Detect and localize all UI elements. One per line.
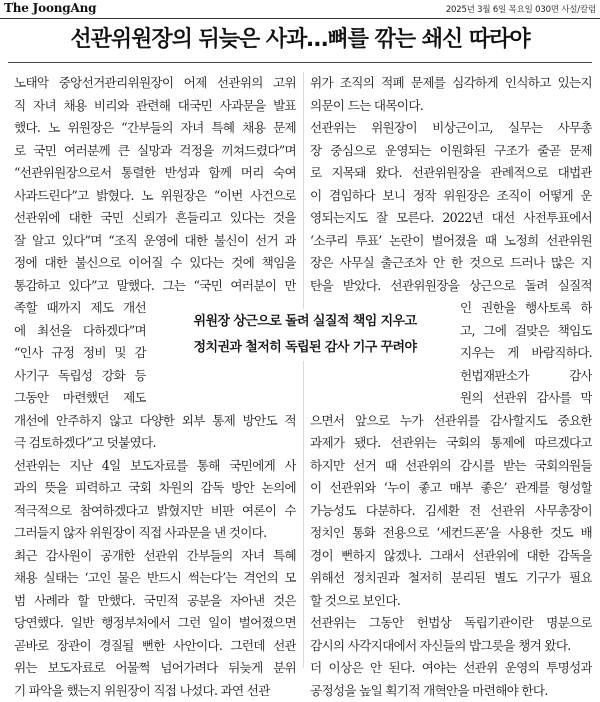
text-line: 로 지목돼 왔다. 선관위원장을 관례적으로 대법관: [310, 162, 592, 185]
text-line: 지우는 게 바람직하다.: [460, 342, 592, 365]
editorial-headline: 선관위원장의 뒤늦은 사과…뼈를 깎는 쇄신 따라야: [0, 22, 600, 58]
text-line: 이 선관위와 ‘누이 좋고 매부 좋은’ 관계를 형성할: [310, 477, 592, 500]
text-line: 경이 뻔하지 않겠나. 그래서 선관위에 대한 감독을: [310, 545, 592, 568]
text-line: 정에 대한 불신으로 이어질 수 있다는 것에 책임을: [14, 252, 296, 275]
text-line: 로 국민 여러분께 큰 실망과 걱정을 끼쳐드렸다”며: [14, 140, 296, 163]
text-line: 위해선 정치권과 철저히 분리된 별도 기구가 필요: [310, 567, 592, 590]
text-line: 당연했다. 일반 행정부처에서 그런 일이 벌어졌으면: [14, 612, 296, 635]
text-line: 채용 실태는 ‘고인 물은 반드시 썩는다’는 격언의 모: [14, 567, 296, 590]
text-line: 위는 보도자료로 어물쩍 넘어가려다 뒤늦게 분위: [14, 657, 296, 680]
pull-quote: [150, 309, 460, 361]
text-line: 선관위에 대한 국민 신뢰가 흔들리고 있다는 것을: [14, 207, 296, 230]
newspaper-logo: The JoongAng: [4, 1, 96, 15]
text-line: 감시의 사각지대에서 자신들의 밥그릇을 챙겨 왔다.: [310, 635, 592, 658]
text-line: 과제가 됐다. 선관위는 국회의 통제에 따르겠다고: [310, 432, 592, 455]
text-line: 곧바로 장관이 경질될 뻔한 사안이다. 그런데 선관: [14, 635, 296, 658]
pull-quote-line-1: 위원장 상근으로 돌려 실질적 책임 지우고: [150, 309, 460, 335]
text-line: 헌법재판소가 감사: [460, 365, 592, 388]
text-line: 공정성을 높일 획기적 개혁안을 마련해야 한다.: [310, 680, 592, 702]
text-line: 극 검토하겠다”고 덧붙였다.: [14, 432, 296, 455]
text-line: “선관위원장으로서 통렬한 반성과 함께 머리 숙여: [14, 162, 296, 185]
dateline: 2025년 3월 6일 목요일 030면 사설/칼럼: [446, 3, 596, 15]
headline-divider: [8, 62, 592, 63]
pull-quote-line-2: 정치권과 철저히 독립된 감사 기구 꾸려야: [150, 335, 460, 361]
text-line: 선관위는 위원장이 비상근이고, 실무는 사무총: [310, 117, 592, 140]
text-line: 적극적으로 참여하겠다고 밝혔지만 비판 여론이 수: [14, 500, 296, 523]
left-column: [14, 72, 296, 702]
text-line: 개선에 안주하지 않고 다양한 외부 통제 방안도 적: [14, 410, 296, 433]
text-line: 그동안 마련했던 제도: [14, 387, 146, 410]
text-line: 이 겸임하다 보니 정작 위원장은 조직이 어떻게 운: [310, 185, 592, 208]
text-line: 더 이상은 안 된다. 여야는 선관위 운영의 투명성과: [310, 657, 592, 680]
text-line: 할 것으로 보인다.: [310, 590, 592, 613]
masthead-bar: [0, 0, 600, 19]
text-line: 잘 알고 있다”며 “조직 운영에 대한 불신이 선거 과: [14, 230, 296, 253]
text-line: 범 사례라 할 만했다. 국민적 공분을 자아낸 것은: [14, 590, 296, 613]
column-divider: [303, 72, 304, 668]
text-line: 에 최선을 다하겠다”며: [14, 320, 146, 343]
text-line: 사기구 독립성 강화 등: [14, 365, 146, 388]
text-line: 의문이 드는 대목이다.: [310, 95, 592, 118]
text-line: 장은 사무실 출근조차 안 한 것으로 드러나 많은 지: [310, 252, 592, 275]
text-line: ‘소쿠리 투표’ 논란이 벌어졌을 때 노정희 선관위원: [310, 230, 592, 253]
text-line: 가능성도 다분하다. 김세환 전 선관위 사무총장이: [310, 500, 592, 523]
text-line: 으면서 앞으로 누가 선관위를 감사할지도 중요한: [310, 410, 592, 433]
text-line: 최근 감사원이 공개한 선관위 간부들의 자녀 특혜: [14, 545, 296, 568]
text-line: 선관위는 지난 4일 보도자료를 통해 국민에게 사: [14, 455, 296, 478]
text-line: 장 중심으로 운영되는 이원화된 구조가 줄곧 문제: [310, 140, 592, 163]
text-line: “인사 규정 정비 및 감: [14, 342, 146, 365]
text-line: 인 권한을 행사토록 하: [460, 297, 592, 320]
text-line: 족할 때까지 제도 개선: [14, 297, 146, 320]
text-line: 탄을 받았다. 선관위원장을 상근으로 돌려 실질적: [310, 275, 592, 298]
text-line: 통감하고 있다”고 말했다. 그는 “국민 여러분이 만: [14, 275, 296, 298]
text-line: 원의 선관위 감사를 막: [460, 387, 592, 410]
right-column: [310, 72, 592, 702]
text-line: 고, 그에 걸맞은 책임도: [460, 320, 592, 343]
text-line: 했다. 노 위원장은 “간부들의 자녀 특혜 채용 문제: [14, 117, 296, 140]
text-line: 하지만 선거 때 선관위의 감시를 받는 국회의원들: [310, 455, 592, 478]
text-line: 선관위는 그동안 헌법상 독립기관이란 명분으로: [310, 612, 592, 635]
text-line: 위가 조직의 적폐 문제를 심각하게 인식하고 있는지: [310, 72, 592, 95]
text-line: 노태악 중앙선거관리위원장이 어제 선관위의 고위: [14, 72, 296, 95]
text-line: 사과드린다”고 밝혔다. 노 위원장은 “이번 사건으로: [14, 185, 296, 208]
text-line: 기 파악을 했는지 위원장이 직접 나섰다. 과연 선관: [14, 680, 296, 702]
text-line: 과의 뜻을 피력하고 국회 차원의 감독 방안 논의에: [14, 477, 296, 500]
text-line: 영되는지도 잘 모른다. 2022년 대선 사전투표에서: [310, 207, 592, 230]
text-line: 정치인 통화 전용으로 ‘세컨드폰’을 사용한 것도 배: [310, 522, 592, 545]
text-line: 직 자녀 채용 비리와 관련해 대국민 사과문을 발표: [14, 95, 296, 118]
text-line: 그러들지 않자 위원장이 직접 사과문을 낸 것이다.: [14, 522, 296, 545]
